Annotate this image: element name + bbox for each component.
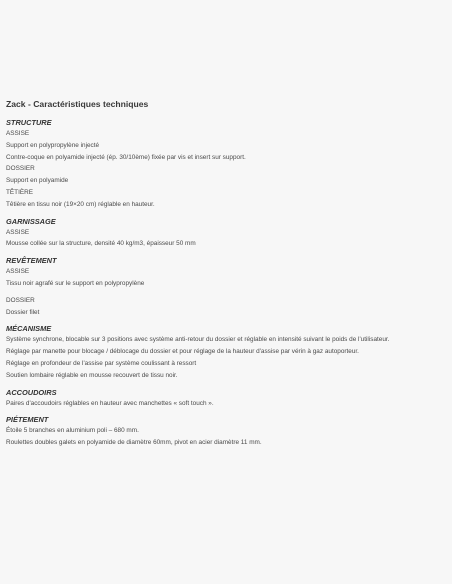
section-heading: REVÊTEMENT <box>6 256 57 266</box>
spec-line: Tissu noir agrafé sur le support en polypropylène <box>6 279 145 287</box>
section-structure <box>6 117 446 211</box>
section-pietement <box>6 414 446 449</box>
spec-line: Mousse collée sur la structure, densité 40 kg/m3, épaisseur 50 mm <box>6 240 196 248</box>
spec-line: DOSSIER <box>6 165 35 173</box>
spec-line: Support en polyamide <box>6 177 69 185</box>
section-accoudoirs <box>6 387 446 410</box>
spec-line: Système synchrone, blocable sur 3 positions avec système anti-retour du dossier et réglable en intensité suivant le poids de l'utilisateur. <box>6 336 390 344</box>
spec-line: Réglage en profondeur de l'assise par système coulissant à ressort <box>6 359 197 367</box>
spec-line: Paires d'accoudoirs réglables en hauteur avec manchettes « soft touch ». <box>6 399 214 407</box>
spec-line: TÊTIÈRE <box>6 188 33 196</box>
spec-line: ASSISE <box>6 130 30 137</box>
document-title: Zack - Caractéristiques techniques <box>6 99 149 109</box>
spec-line: Réglage par manette pour blocage / déblocage du dossier et pour réglage de la hauteur d'assise par vérin à gaz autoporteur. <box>6 348 359 356</box>
section-mecanisme <box>6 323 446 381</box>
section-heading: PIÉTEMENT <box>6 415 49 425</box>
spec-line: Têtière en tissu noir (19×20 cm) réglable en hauteur. <box>6 200 155 208</box>
spec-line: ASSISE <box>6 268 30 276</box>
section-garnissage <box>6 216 446 251</box>
spec-line: Dossier filet <box>6 308 40 316</box>
spec-line: ASSISE <box>6 228 30 236</box>
section-heading: GARNISSAGE <box>6 216 56 226</box>
spec-line: DOSSIER <box>6 296 35 304</box>
spec-line: Roulettes doubles galets en polyamide de diamètre 60mm, pivot en acier diamètre 11 mm. <box>6 439 262 447</box>
section-heading: MÉCANISME <box>6 324 52 334</box>
spec-document <box>6 99 446 454</box>
spec-line: Contre-coque en polyamide injecté (ép. 30/10ème) fixée par vis et insert sur support. <box>6 153 246 161</box>
section-heading: ACCOUDOIRS <box>6 387 57 397</box>
spec-line: Soutien lombaire réglable en mousse recouvert de tissu noir. <box>6 371 178 379</box>
spec-line: Support en polypropylène injecté <box>6 141 100 149</box>
section-heading: STRUCTURE <box>6 118 52 127</box>
spec-line: Étoile 5 branches en aluminium poli – 680 mm. <box>6 427 139 435</box>
section-revetement <box>6 255 446 318</box>
